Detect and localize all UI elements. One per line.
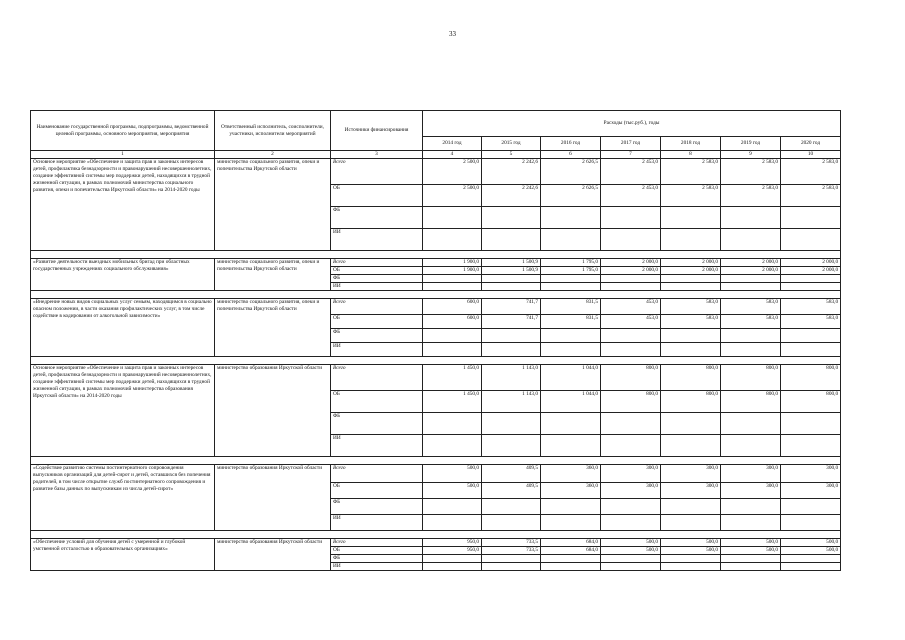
measure-name: «Содействие развитию системы постинтернатного сопровождения выпускников организаций для детей-сирот и детей, оставшихся без попечения родителей, в том числе открытие служб постинтернатного сопровождения и развитие базы данных по выпускникам из числа детей-сирот» [31, 465, 215, 531]
amount-cell: 2 000,0 [721, 259, 781, 267]
funding-source: ФБ [331, 207, 423, 229]
amount-cell: 2 500,0 [423, 185, 482, 207]
amount-cell [781, 413, 841, 435]
amount-cell [781, 207, 841, 229]
funding-source: ФБ [331, 329, 423, 343]
amount-cell [601, 555, 661, 563]
header-year: 2015 год [482, 137, 541, 151]
amount-cell: 453,0 [601, 315, 661, 329]
amount-cell: 360,0 [541, 465, 601, 483]
funding-source: Всего [331, 365, 423, 391]
header-year: 2016 год [541, 137, 601, 151]
amount-cell: 2 583,0 [721, 185, 781, 207]
amount-cell: 300,0 [721, 483, 781, 499]
amount-cell [482, 329, 541, 343]
section-spacer [31, 357, 841, 365]
amount-cell [721, 515, 781, 531]
amount-cell: 360,0 [541, 483, 601, 499]
amount-cell: 741,7 [482, 299, 541, 315]
measure-name: Основное мероприятие «Обеспечение и защита прав и законных интересов детей, профилактика безнадзорности и правонарушений несовершеннолетних, создание эффективной системы мер поддержки детей, находящихся в трудной жизненной ситуации, в рамках полномочий министерства социального развития, опеки и попечительства Иркутской области» на 2014-2020 годы [31, 159, 215, 251]
amount-cell [781, 515, 841, 531]
amount-cell: 1 900,0 [423, 259, 482, 267]
amount-cell: 1 044,0 [541, 365, 601, 391]
amount-cell: 500,0 [423, 465, 482, 483]
amount-cell [423, 435, 482, 457]
amount-cell: 500,0 [781, 539, 841, 547]
amount-cell: 500,0 [661, 539, 721, 547]
amount-cell [601, 515, 661, 531]
amount-cell: 684,0 [541, 547, 601, 555]
funding-source: ФБ [331, 555, 423, 563]
amount-cell [541, 413, 601, 435]
amount-cell [482, 343, 541, 357]
measure-executor: министерство социального развития, опеки и попечительства Иркутской области [215, 259, 331, 291]
amount-cell [541, 329, 601, 343]
amount-cell [781, 563, 841, 571]
header-year: 2018 год [661, 137, 721, 151]
amount-cell [601, 275, 661, 283]
amount-cell [601, 563, 661, 571]
header-expenses: Расходы (тыс.руб.), годы [423, 111, 841, 137]
amount-cell: 2 000,0 [721, 267, 781, 275]
amount-cell [423, 283, 482, 291]
amount-cell: 2 000,0 [601, 259, 661, 267]
measure-name: «Внедрение новых видов социальных услуг семьям, находящимся в социально опасном положении, в части оказания профилактических услуг, в том числе содействие в кодировании от алкогольной зависимости» [31, 299, 215, 357]
amount-cell [541, 515, 601, 531]
amount-cell: 800,0 [721, 365, 781, 391]
amount-cell [661, 555, 721, 563]
column-number: 8 [661, 151, 721, 159]
amount-cell: 741,7 [482, 315, 541, 329]
amount-cell [482, 499, 541, 515]
measure-executor: министерство образования Иркутской области [215, 465, 331, 531]
funding-source: ИИ [331, 563, 423, 571]
amount-cell: 2 583,0 [661, 159, 721, 185]
amount-cell: 2 583,0 [781, 185, 841, 207]
column-number: 4 [423, 151, 482, 159]
amount-cell [781, 275, 841, 283]
funding-source: Всего [331, 259, 423, 267]
amount-cell [482, 275, 541, 283]
amount-cell [423, 207, 482, 229]
amount-cell: 600,0 [423, 299, 482, 315]
amount-cell: 500,0 [661, 547, 721, 555]
amount-cell: 300,0 [781, 483, 841, 499]
amount-cell [661, 499, 721, 515]
table-row [31, 259, 841, 267]
amount-cell [423, 555, 482, 563]
section-spacer [31, 531, 841, 539]
funding-source: ИИ [331, 229, 423, 251]
amount-cell [482, 435, 541, 457]
amount-cell [541, 343, 601, 357]
amount-cell: 2 000,0 [781, 267, 841, 275]
measure-executor: министерство образования Иркутской области [215, 365, 331, 457]
amount-cell: 800,0 [661, 391, 721, 413]
amount-cell: 800,0 [721, 391, 781, 413]
amount-cell: 950,0 [423, 539, 482, 547]
amount-cell: 1 500,9 [482, 267, 541, 275]
funding-source: Всего [331, 539, 423, 547]
amount-cell [721, 563, 781, 571]
amount-cell [601, 499, 661, 515]
amount-cell: 950,0 [423, 547, 482, 555]
amount-cell [423, 343, 482, 357]
amount-cell: 684,0 [541, 539, 601, 547]
column-number: 10 [781, 151, 841, 159]
amount-cell: 1 795,0 [541, 259, 601, 267]
amount-cell: 800,0 [601, 391, 661, 413]
budget-table [30, 110, 841, 571]
amount-cell: 2 242,6 [482, 185, 541, 207]
section-spacer [31, 291, 841, 299]
amount-cell [423, 329, 482, 343]
amount-cell: 2 626,5 [541, 185, 601, 207]
measure-executor: министерство социального развития, опеки и попечительства Иркутской области [215, 159, 331, 251]
amount-cell [541, 499, 601, 515]
amount-cell: 600,0 [423, 315, 482, 329]
amount-cell [482, 207, 541, 229]
amount-cell: 2 000,0 [601, 267, 661, 275]
page-number: 33 [449, 30, 456, 38]
amount-cell: 300,0 [601, 465, 661, 483]
amount-cell: 2 583,0 [661, 185, 721, 207]
table-body [31, 159, 841, 571]
amount-cell: 2 000,0 [661, 267, 721, 275]
header-year: 2014 год [423, 137, 482, 151]
amount-cell: 500,0 [423, 483, 482, 499]
amount-cell [423, 275, 482, 283]
amount-cell [601, 283, 661, 291]
funding-source: ИИ [331, 283, 423, 291]
header-program: Наименование государственной программы, подпрограммы, ведомственной целевой программы, основного мероприятия, мероприятия [31, 111, 215, 151]
amount-cell: 1 450,0 [423, 365, 482, 391]
section-spacer [31, 251, 841, 259]
header-year: 2019 год [721, 137, 781, 151]
amount-cell [721, 283, 781, 291]
amount-cell [721, 229, 781, 251]
amount-cell [541, 435, 601, 457]
amount-cell [721, 275, 781, 283]
amount-cell [721, 329, 781, 343]
column-number: 9 [721, 151, 781, 159]
table-row [31, 465, 841, 483]
funding-source: Всего [331, 299, 423, 315]
amount-cell: 800,0 [661, 365, 721, 391]
amount-cell [661, 229, 721, 251]
amount-cell [423, 413, 482, 435]
measure-name: «Развитие деятельности выездных мобильных бригад при областных государственных учреждениях социального обслуживания» [31, 259, 215, 291]
amount-cell [661, 275, 721, 283]
column-number: 1 [31, 151, 215, 159]
amount-cell: 800,0 [601, 365, 661, 391]
table-row [31, 159, 841, 185]
amount-cell: 733,5 [482, 539, 541, 547]
amount-cell [721, 555, 781, 563]
amount-cell: 500,0 [721, 547, 781, 555]
funding-source: ОБ [331, 483, 423, 499]
amount-cell [661, 435, 721, 457]
amount-cell: 409,5 [482, 483, 541, 499]
amount-cell [601, 207, 661, 229]
amount-cell [482, 283, 541, 291]
table-row [31, 539, 841, 547]
amount-cell: 1 143,0 [482, 391, 541, 413]
amount-cell [661, 563, 721, 571]
amount-cell [721, 207, 781, 229]
amount-cell [781, 555, 841, 563]
column-number: 6 [541, 151, 601, 159]
amount-cell: 1 795,0 [541, 267, 601, 275]
funding-source: ИИ [331, 515, 423, 531]
amount-cell [781, 229, 841, 251]
header-year: 2017 год [601, 137, 661, 151]
amount-cell: 500,0 [601, 539, 661, 547]
amount-cell: 2 500,0 [423, 159, 482, 185]
amount-cell: 1 143,0 [482, 365, 541, 391]
funding-source: ИИ [331, 343, 423, 357]
amount-cell [601, 343, 661, 357]
section-spacer [31, 457, 841, 465]
funding-source: ОБ [331, 267, 423, 275]
amount-cell: 300,0 [661, 483, 721, 499]
amount-cell: 583,0 [721, 315, 781, 329]
amount-cell: 800,0 [781, 365, 841, 391]
amount-cell [601, 413, 661, 435]
column-number: 2 [215, 151, 331, 159]
amount-cell: 2 000,0 [661, 259, 721, 267]
amount-cell [661, 283, 721, 291]
measure-executor: министерство социального развития, опеки и попечительства Иркутской области [215, 299, 331, 357]
amount-cell: 300,0 [601, 483, 661, 499]
amount-cell: 2 242,6 [482, 159, 541, 185]
amount-cell [482, 229, 541, 251]
amount-cell: 1 500,9 [482, 259, 541, 267]
amount-cell [541, 555, 601, 563]
funding-source: ОБ [331, 391, 423, 413]
funding-source: ОБ [331, 185, 423, 207]
measure-name: Основное мероприятие «Обеспечение и защита прав и законных интересов детей, профилактика безнадзорности и правонарушений несовершеннолетних, создание эффективной системы мер поддержки детей, находящихся в трудной жизненной ситуации, в рамках полномочий министерства образования Иркутской области» на 2014-2020 годы [31, 365, 215, 457]
amount-cell [541, 275, 601, 283]
amount-cell: 500,0 [781, 547, 841, 555]
amount-cell: 2 453,0 [601, 159, 661, 185]
amount-cell [482, 563, 541, 571]
measure-executor: министерство образования Иркутской области [215, 539, 331, 571]
amount-cell [423, 229, 482, 251]
column-number: 3 [331, 151, 423, 159]
amount-cell [541, 283, 601, 291]
amount-cell [721, 413, 781, 435]
amount-cell: 1 044,0 [541, 391, 601, 413]
amount-cell [423, 499, 482, 515]
amount-cell [601, 435, 661, 457]
amount-cell: 500,0 [721, 539, 781, 547]
amount-cell [721, 499, 781, 515]
table-row [31, 299, 841, 315]
amount-cell: 733,5 [482, 547, 541, 555]
header-executor: Ответственный исполнитель, соисполнители, участники, исполнители мероприятий [215, 111, 331, 151]
funding-source: ФБ [331, 413, 423, 435]
amount-cell: 583,0 [781, 299, 841, 315]
amount-cell: 583,0 [781, 315, 841, 329]
amount-cell [482, 413, 541, 435]
amount-cell [601, 329, 661, 343]
amount-cell [423, 515, 482, 531]
amount-cell [661, 207, 721, 229]
amount-cell: 1 900,0 [423, 267, 482, 275]
amount-cell: 2 583,0 [781, 159, 841, 185]
amount-cell [781, 499, 841, 515]
amount-cell: 300,0 [721, 465, 781, 483]
amount-cell: 409,5 [482, 465, 541, 483]
column-number: 5 [482, 151, 541, 159]
amount-cell: 831,5 [541, 299, 601, 315]
funding-source: ИИ [331, 435, 423, 457]
amount-cell [541, 207, 601, 229]
funding-source: ОБ [331, 547, 423, 555]
amount-cell [423, 563, 482, 571]
funding-source: Всего [331, 159, 423, 185]
funding-source: ОБ [331, 315, 423, 329]
amount-cell [661, 413, 721, 435]
amount-cell [482, 515, 541, 531]
amount-cell [661, 329, 721, 343]
column-number: 7 [601, 151, 661, 159]
measure-name: «Обеспечение условий для обучения детей с умеренной и глубокой умственной отсталостью в образовательных организациях» [31, 539, 215, 571]
amount-cell [541, 563, 601, 571]
amount-cell: 583,0 [661, 299, 721, 315]
funding-source: ФБ [331, 499, 423, 515]
amount-cell: 1 450,0 [423, 391, 482, 413]
amount-cell: 300,0 [781, 465, 841, 483]
amount-cell: 800,0 [781, 391, 841, 413]
header-sources: Источники финансирования [331, 111, 423, 151]
amount-cell: 583,0 [721, 299, 781, 315]
amount-cell [781, 343, 841, 357]
amount-cell [781, 329, 841, 343]
funding-source: Всего [331, 465, 423, 483]
funding-source: ФБ [331, 275, 423, 283]
amount-cell [601, 229, 661, 251]
amount-cell: 2 626,5 [541, 159, 601, 185]
amount-cell [482, 555, 541, 563]
amount-cell [661, 343, 721, 357]
amount-cell: 831,5 [541, 315, 601, 329]
header-year: 2020 год [781, 137, 841, 151]
amount-cell [781, 435, 841, 457]
amount-cell: 453,0 [601, 299, 661, 315]
amount-cell [721, 343, 781, 357]
column-numbers [31, 151, 841, 159]
amount-cell: 2 453,0 [601, 185, 661, 207]
amount-cell: 300,0 [661, 465, 721, 483]
amount-cell: 583,0 [661, 315, 721, 329]
amount-cell [661, 515, 721, 531]
amount-cell [541, 229, 601, 251]
amount-cell: 2 583,0 [721, 159, 781, 185]
amount-cell: 500,0 [601, 547, 661, 555]
amount-cell [781, 283, 841, 291]
table-row [31, 365, 841, 391]
amount-cell: 2 000,0 [781, 259, 841, 267]
amount-cell [721, 435, 781, 457]
